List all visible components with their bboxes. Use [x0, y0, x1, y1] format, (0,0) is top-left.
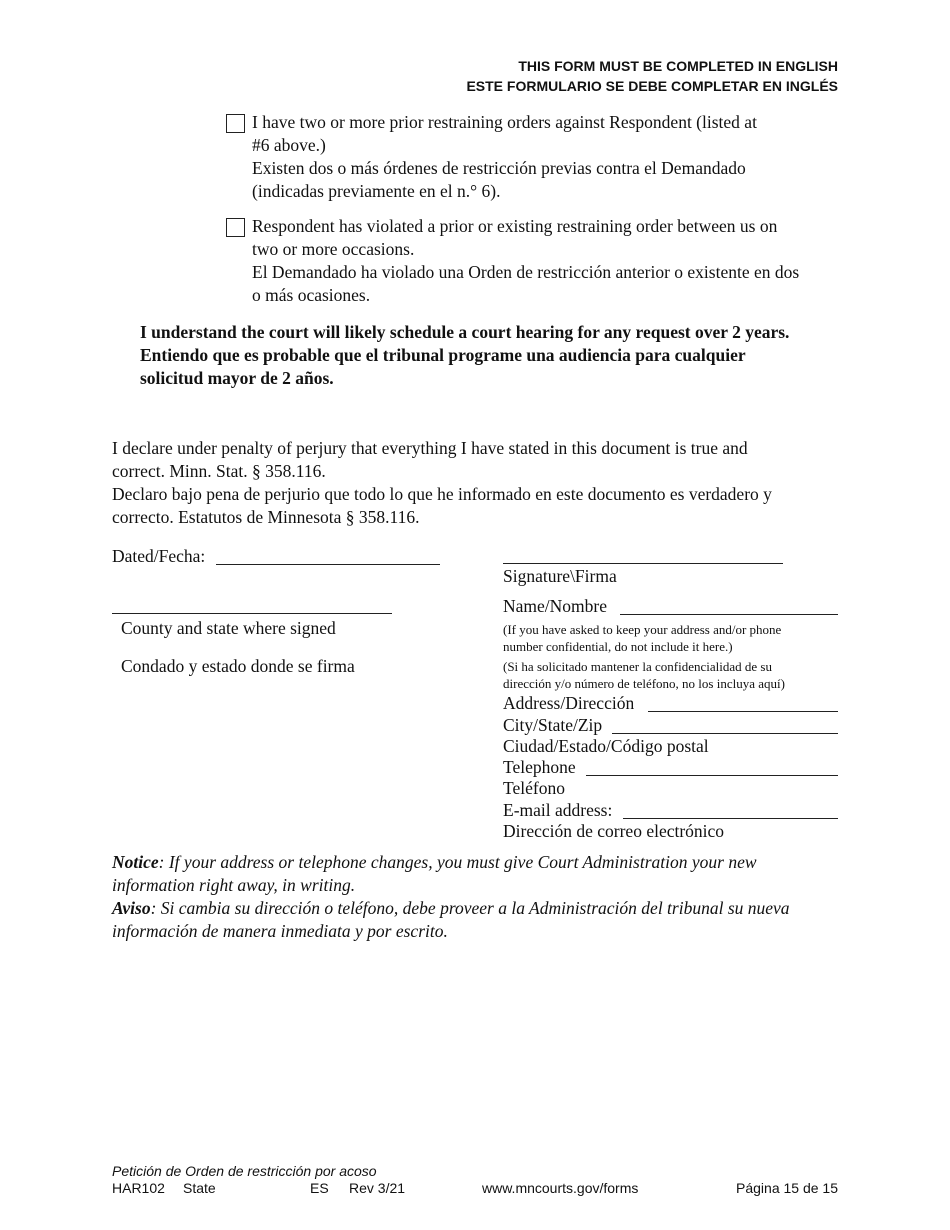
name-label: Name/Nombre [503, 596, 607, 616]
footer-form-title: Petición de Orden de restricción por acoso [112, 1163, 377, 1179]
city-label: City/State/Zip [503, 715, 603, 735]
county-label-es: Condado y estado donde se firma [121, 656, 355, 676]
email-label-es: Dirección de correo electrónico [503, 821, 725, 841]
footer-form-id: HAR102 [112, 1180, 165, 1196]
county-label-en: County and state where signed [121, 618, 336, 638]
address-label: Address/Dirección [503, 693, 635, 713]
email-field[interactable] [623, 818, 838, 819]
confidential-note-es: (Si ha solicitado mantener la confidencialidad de su dirección y/o número de teléfono, no los incluya aquí) [503, 659, 785, 691]
city-state-zip-field[interactable] [612, 733, 838, 734]
address-change-notice: Notice: If your address or telephone changes, you must give Court Administration your new information right away, in writing. Aviso: Si cambia su dirección o teléfono, debe proveer a la Administración del tribunal su nueva información de manera inmediata y por escrito. [112, 852, 790, 941]
prior-orders-text: I have two or more prior restraining orders against Respondent (listed at #6 above.) Existen dos o más órdenes de restricción previas contra el Demandado (indicadas previamente en el n.° 6). [252, 112, 757, 201]
footer-state: State [183, 1180, 216, 1196]
violated-order-checkbox[interactable] [226, 218, 245, 237]
form-language-notice [466, 56, 838, 96]
perjury-declaration: I declare under penalty of perjury that everything I have stated in this document is true and correct. Minn. Stat. § 358.116. Declaro bajo pena de perjurio que todo lo que he informado en este documento es verdadero y correcto. Estatutos de Minnesota § 358.116. [112, 438, 772, 527]
footer-revision: Rev 3/21 [349, 1180, 406, 1196]
header-line-es: ESTE FORMULARIO SE DEBE COMPLETAR EN INGLÉS [466, 78, 838, 94]
footer-url[interactable]: www.mncourts.gov/forms [482, 1180, 639, 1196]
name-field[interactable] [620, 614, 838, 615]
hearing-statement: I understand the court will likely schedule a court hearing for any request over 2 years. Entiendo que es probable que el tribunal programe una audiencia para cualquier solicitud mayor de 2 años. [140, 322, 790, 388]
telephone-label: Telephone [503, 757, 576, 777]
address-field[interactable] [648, 711, 838, 712]
confidential-note-en: (If you have asked to keep your address and/or phone number confidential, do not include it here.) [503, 622, 782, 654]
aviso-label: Aviso [112, 898, 151, 918]
footer-page-number: Página 15 de 15 [736, 1180, 838, 1196]
dated-label: Dated/Fecha: [112, 546, 206, 566]
date-field[interactable] [216, 564, 440, 565]
violated-order-text: Respondent has violated a prior or existing restraining order between us on two or more occasions. El Demandado ha violado una Orden de restricción anterior o existente en dos o más ocasiones. [252, 216, 800, 305]
city-label-es: Ciudad/Estado/Código postal [503, 736, 709, 756]
signature-field[interactable] [503, 563, 783, 564]
telephone-label-es: Teléfono [503, 778, 565, 798]
footer-language: ES [310, 1180, 329, 1196]
header-line-en: THIS FORM MUST BE COMPLETED IN ENGLISH [518, 58, 838, 74]
prior-orders-checkbox[interactable] [226, 114, 245, 133]
telephone-field[interactable] [586, 775, 838, 776]
notice-label: Notice [112, 852, 159, 872]
email-label: E-mail address: [503, 800, 613, 820]
signature-label: Signature\Firma [503, 566, 617, 586]
county-state-field[interactable] [112, 613, 392, 614]
